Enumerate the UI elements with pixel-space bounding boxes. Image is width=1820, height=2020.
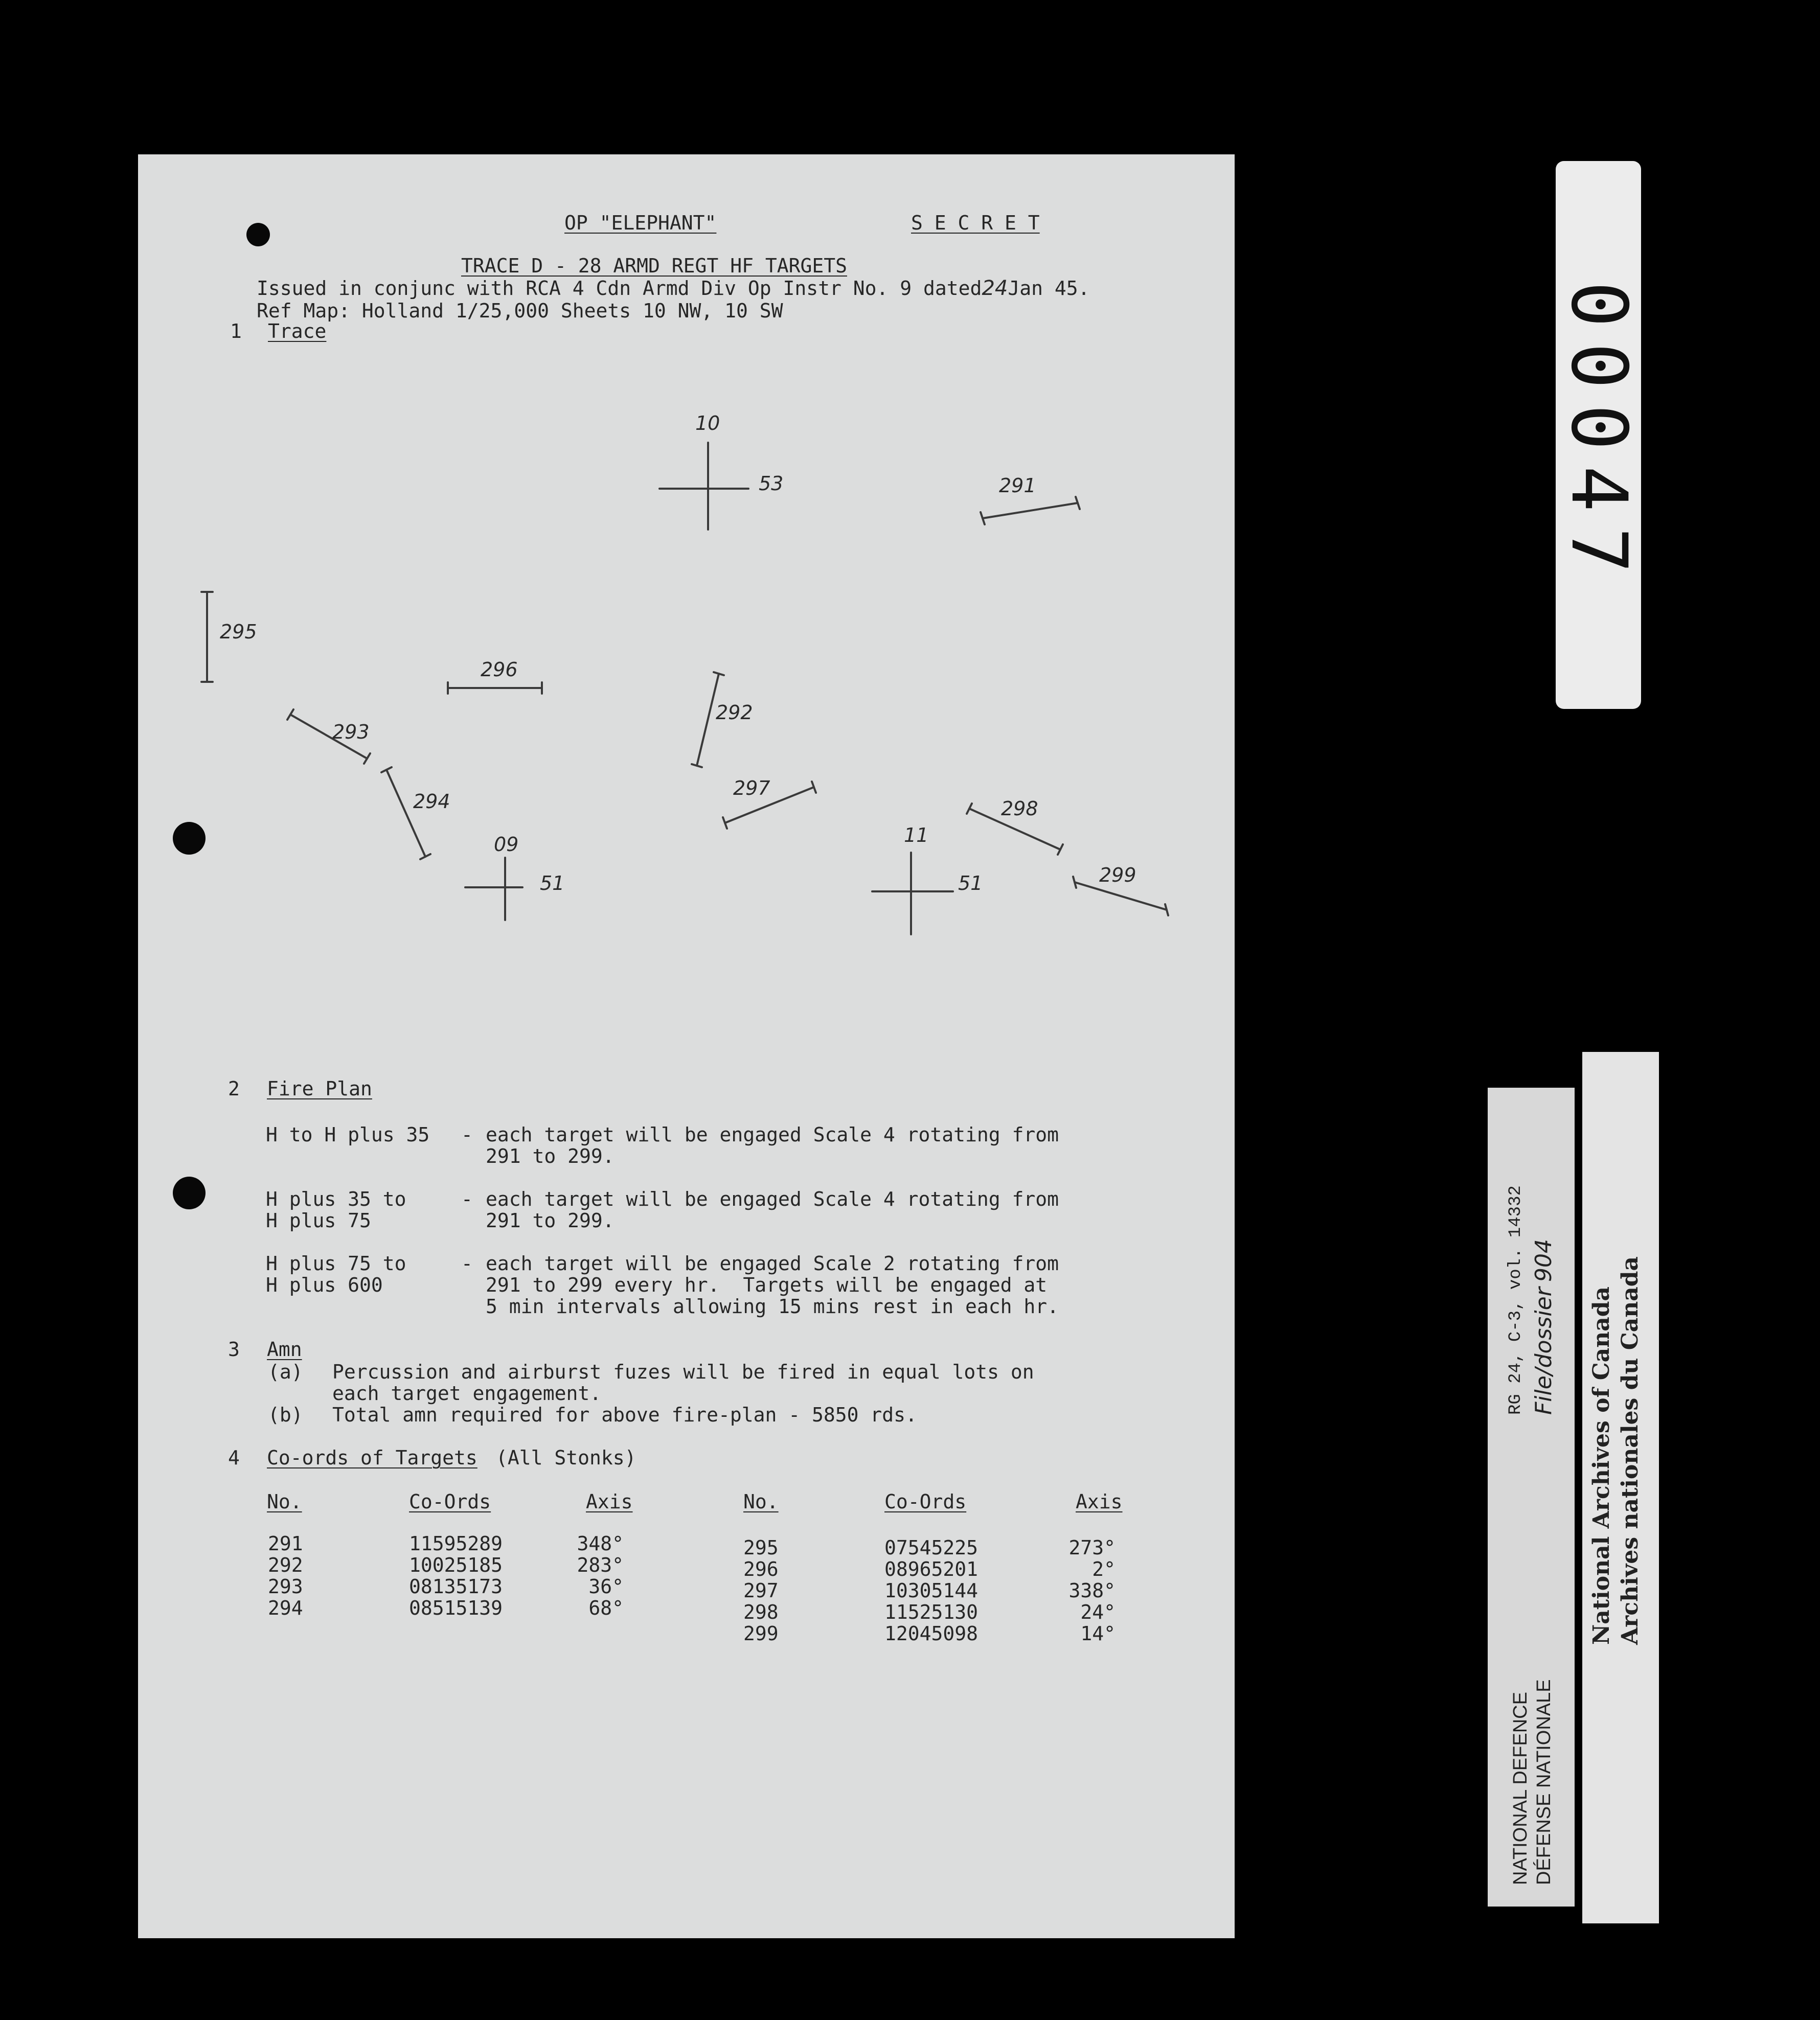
ref-map: Ref Map: Holland 1/25,000 Sheets 10 NW, 10 SW (257, 300, 783, 322)
op-title: OP "ELEPHANT" (564, 212, 717, 234)
frame-number: 00047 (1554, 281, 1643, 589)
archive-name-label (1582, 1052, 1659, 1923)
punch-hole (173, 1177, 206, 1209)
grid-label-top: 09 (494, 833, 519, 856)
grid-label-right: 53 (759, 472, 784, 495)
section-4-title: Co-ords of Targets (267, 1447, 477, 1469)
target-no: 298 (743, 1601, 779, 1623)
target-label-294: 294 (413, 790, 450, 813)
target-coords: 08515139 (409, 1597, 503, 1619)
target-axis: 348° (577, 1532, 624, 1555)
fire-plan-dash: - (461, 1188, 473, 1210)
handwritten-date: 24 (982, 277, 1008, 300)
classification: S E C R E T (911, 212, 1040, 234)
target-no: 295 (743, 1536, 779, 1559)
amn-b-label: (b) (268, 1404, 303, 1426)
target-axis: 14° (1080, 1622, 1116, 1645)
col-header-no: No. (743, 1490, 779, 1513)
target-no: 292 (268, 1554, 303, 1576)
target-coords: 08965201 (884, 1558, 979, 1580)
target-coords: 11525130 (884, 1601, 979, 1623)
trace-title: TRACE D - 28 ARMD REGT HF TARGETS (461, 255, 847, 277)
fire-plan-dash: - (461, 1123, 473, 1146)
document-page (138, 154, 1235, 1938)
grid-cross-09-51 (465, 858, 522, 920)
grid-cross-11-51 (872, 853, 953, 934)
section-4-subtitle: (All Stonks) (496, 1447, 636, 1469)
target-line-294 (381, 767, 430, 859)
issued-text: Issued in conjunc with RCA 4 Cdn Armd Div Op Instr No. 9 dated (257, 277, 982, 300)
target-label-296: 296 (481, 658, 518, 681)
fire-plan-text: 291 to 299. (486, 1145, 615, 1167)
target-axis: 338° (1068, 1579, 1116, 1602)
fire-plan-time: H plus 75 (266, 1209, 371, 1232)
fire-plan-dash: - (461, 1252, 473, 1275)
amn-a-text: each target engagement. (332, 1382, 602, 1405)
amn-a-text: Percussion and airburst fuzes will be fired in equal lots on (332, 1361, 1034, 1383)
grid-label-top: 10 (695, 412, 720, 434)
target-no: 291 (268, 1532, 303, 1555)
grid-label-right: 51 (540, 872, 565, 894)
issued-tail: Jan 45. (1008, 277, 1090, 300)
dept-french: DÉFENSE NATIONALE (1533, 1679, 1555, 1885)
section-3-title: Amn (267, 1338, 302, 1361)
target-coords: 07545225 (884, 1536, 979, 1559)
amn-b-text: Total amn required for above fire-plan - 5850 rds. (332, 1404, 917, 1426)
section-1-number: 1 (230, 320, 242, 342)
fire-plan-time: H plus 35 to (266, 1188, 406, 1210)
target-axis: 68° (588, 1597, 624, 1619)
col-header-axis: Axis (586, 1490, 633, 1513)
target-label-298: 298 (1001, 797, 1038, 820)
target-label-295: 295 (220, 621, 257, 643)
archive-reference-label (1488, 1088, 1575, 1907)
fire-plan-time: H plus 600 (266, 1274, 383, 1296)
col-header-coords: Co-Ords (409, 1490, 491, 1513)
grid-label-top: 11 (904, 824, 929, 846)
target-coords: 08135173 (409, 1575, 503, 1598)
section-2-number: 2 (228, 1077, 240, 1100)
frame-number-stamp (1556, 161, 1641, 709)
target-axis: 36° (588, 1575, 624, 1598)
target-axis: 2° (1092, 1558, 1116, 1580)
section-1-title: Trace (268, 320, 327, 342)
target-axis: 273° (1068, 1536, 1116, 1559)
target-line-296 (448, 682, 542, 694)
target-coords: 12045098 (884, 1622, 979, 1645)
target-label-292: 292 (716, 701, 753, 724)
target-coords: 10305144 (884, 1579, 979, 1602)
target-coords: 11595289 (409, 1532, 503, 1555)
target-line-295 (201, 592, 213, 682)
fire-plan-time: H to H plus 35 (266, 1123, 430, 1146)
archive-name-french: Archives nationales du Canada (1617, 1256, 1643, 1645)
section-3-number: 3 (228, 1338, 240, 1361)
col-header-coords: Co-Ords (884, 1490, 967, 1513)
fire-plan-text: each target will be engaged Scale 4 rotating from (486, 1123, 1059, 1146)
amn-a-label: (a) (268, 1361, 303, 1383)
target-label-297: 297 (733, 777, 770, 799)
file-label: File/dossier (1531, 1287, 1557, 1415)
section-2-title: Fire Plan (267, 1077, 372, 1100)
target-no: 296 (743, 1558, 779, 1580)
target-axis: 24° (1080, 1601, 1116, 1623)
target-label-299: 299 (1099, 864, 1136, 886)
col-header-axis: Axis (1076, 1490, 1123, 1513)
grid-cross-10-53 (659, 443, 748, 530)
target-label-291: 291 (999, 474, 1036, 497)
target-no: 293 (268, 1575, 303, 1598)
fire-plan-text: 5 min intervals allowing 15 mins rest in each hr. (486, 1295, 1059, 1318)
section-4-number: 4 (228, 1447, 240, 1469)
target-no: 294 (268, 1597, 303, 1619)
target-no: 299 (743, 1622, 779, 1645)
trace-sketch (138, 154, 1235, 1126)
fire-plan-text: 291 to 299 every hr. Targets will be engaged at (486, 1274, 1048, 1296)
col-header-no: No. (267, 1490, 302, 1513)
target-axis: 283° (577, 1554, 624, 1576)
dept-english: NATIONAL DEFENCE (1510, 1692, 1531, 1885)
file-number: 904 (1531, 1239, 1557, 1282)
fire-plan-text: each target will be engaged Scale 2 rotating from (486, 1252, 1059, 1275)
archive-reference: RG 24, C-3, vol. 14332 (1506, 1185, 1526, 1415)
fire-plan-text: each target will be engaged Scale 4 rotating from (486, 1188, 1059, 1210)
fire-plan-time: H plus 75 to (266, 1252, 406, 1275)
fire-plan-text: 291 to 299. (486, 1209, 615, 1232)
target-line-291 (981, 497, 1080, 524)
target-coords: 10025185 (409, 1554, 503, 1576)
archive-name-english: National Archives of Canada (1588, 1286, 1614, 1645)
grid-label-right: 51 (958, 872, 983, 894)
target-no: 297 (743, 1579, 779, 1602)
target-label-293: 293 (332, 721, 370, 743)
